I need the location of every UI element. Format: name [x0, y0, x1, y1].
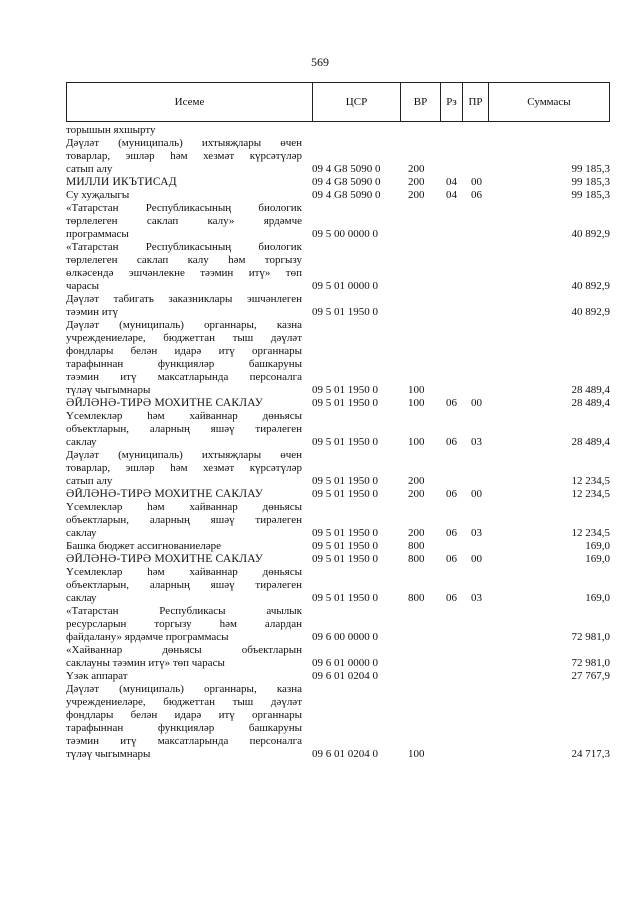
row-csr: 09 5 01 1950 0 [312, 527, 378, 539]
row-pr: 06 [471, 189, 482, 201]
row-rz: 04 [446, 176, 457, 188]
row-name-line: сатып алу [66, 163, 113, 175]
row-rz: 06 [446, 592, 457, 604]
row-vr: 800 [408, 553, 425, 565]
row-name-line: Дәүләт (муниципаль) ихтыяҗлары өчен [66, 137, 302, 149]
row-name-line: Дәүләт (муниципаль) органнары, казна [66, 319, 302, 331]
row-sum: 40 892,9 [571, 280, 610, 292]
column-header-name: Исеме [67, 83, 313, 121]
row-sum: 28 489,4 [571, 397, 610, 409]
table-row [66, 124, 610, 137]
row-sum: 12 234,5 [571, 488, 610, 500]
row-rz: 06 [446, 553, 457, 565]
row-name-line: ӘЙЛӘНӘ-ТИРӘ МОХИТНЕ САКЛАУ [66, 397, 264, 409]
row-name-line: төрлелеген саклап калу һәм торгызу [66, 254, 302, 266]
row-name [66, 397, 302, 410]
row-name-line: Дәүләт (муниципаль) органнары, казна [66, 683, 302, 695]
row-csr: 09 5 01 1950 0 [312, 306, 378, 318]
row-name-line: Башка бюджет ассигнованиеләре [66, 540, 221, 552]
row-csr: 09 6 00 0000 0 [312, 631, 378, 643]
row-sum: 27 767,9 [571, 670, 610, 682]
row-csr: 09 4 G8 5090 0 [312, 176, 381, 188]
row-csr: 09 5 00 0000 0 [312, 228, 378, 240]
row-name-line: Үсемлекләр һәм хайваннар дөньясы [66, 410, 302, 422]
row-sum: 99 185,3 [571, 176, 610, 188]
row-csr: 09 6 01 0204 0 [312, 748, 378, 760]
row-vr: 200 [408, 163, 425, 175]
row-csr: 09 5 01 1950 0 [312, 397, 378, 409]
row-sum: 28 489,4 [571, 384, 610, 396]
row-name-line: өлкәсендә эшчәнлекне тәэмин итү» төп [66, 267, 302, 279]
table-row [66, 605, 610, 644]
row-name [66, 202, 302, 241]
row-name [66, 488, 302, 501]
row-name [66, 540, 302, 553]
row-sum: 12 234,5 [571, 527, 610, 539]
row-pr: 00 [471, 553, 482, 565]
row-name-line: фондлары белән идарә итү органнары [66, 709, 302, 721]
row-csr: 09 5 01 1950 0 [312, 384, 378, 396]
table-row [66, 189, 610, 202]
table-row [66, 202, 610, 241]
row-pr: 03 [471, 527, 482, 539]
row-sum: 40 892,9 [571, 306, 610, 318]
row-csr: 09 6 01 0204 0 [312, 670, 378, 682]
table-row [66, 670, 610, 683]
row-rz: 06 [446, 397, 457, 409]
row-name-line: фондлары белән идарә итү органнары [66, 345, 302, 357]
row-name-line: ӘЙЛӘНӘ-ТИРӘ МОХИТНЕ САКЛАУ [66, 488, 264, 500]
row-sum: 72 981,0 [571, 657, 610, 669]
row-vr: 800 [408, 592, 425, 604]
row-name-line: объектларын, аларның яшәү тирәлеген [66, 579, 302, 591]
row-name-line: чарасы [66, 280, 100, 292]
row-sum: 169,0 [585, 592, 610, 604]
row-name [66, 566, 302, 605]
row-name-line: товарлар, эшләр һәм хезмәт күрсәтүләр [66, 150, 302, 162]
row-name-line: учреждениеләре, бюджеттан тыш дәүләт [66, 696, 302, 708]
row-name [66, 644, 302, 670]
row-name-line: саклау [66, 527, 97, 539]
row-csr: 09 4 G8 5090 0 [312, 189, 381, 201]
row-name-line: тәэмин итү максатларында персоналга [66, 735, 302, 747]
row-name-line: төрлелеген саклап калу» ярдәмче [66, 215, 302, 227]
row-name-line: сатып алу [66, 475, 113, 487]
row-name-line: торышын яхшырту [66, 124, 156, 136]
row-name [66, 449, 302, 488]
row-name-line: «Хайваннар дөньясы объектларын [66, 644, 302, 656]
row-vr: 200 [408, 475, 425, 487]
table-row [66, 501, 610, 540]
row-name-line: «Татарстан Республикасының биологик [66, 202, 302, 214]
table-row [66, 410, 610, 449]
table-row [66, 553, 610, 566]
row-vr: 200 [408, 189, 425, 201]
row-sum: 12 234,5 [571, 475, 610, 487]
row-sum: 24 717,3 [571, 748, 610, 760]
table-row [66, 137, 610, 176]
row-name-line: саклауны тәэмин итү» төп чарасы [66, 657, 225, 669]
row-vr: 100 [408, 384, 425, 396]
row-name-line: «Татарстан Республикасының биологик [66, 241, 302, 253]
column-header-sum: Суммасы [527, 96, 571, 108]
row-name-line: Дәүләт табигать заказниклары эшчәнлеген [66, 293, 302, 305]
row-vr: 200 [408, 176, 425, 188]
row-csr: 09 5 01 1950 0 [312, 553, 378, 565]
row-name [66, 501, 302, 540]
page-number: 569 [311, 55, 329, 69]
table-body [66, 124, 610, 761]
table-row [66, 540, 610, 553]
row-csr: 09 5 01 1950 0 [312, 488, 378, 500]
row-sum: 169,0 [585, 553, 610, 565]
row-name [66, 319, 302, 397]
row-sum: 40 892,9 [571, 228, 610, 240]
table-row [66, 683, 610, 761]
row-name-line: «Татарстан Республикасы ачылык [66, 605, 302, 617]
row-name [66, 241, 302, 293]
row-name-line: Үсемлекләр һәм хайваннар дөньясы [66, 501, 302, 513]
row-rz: 06 [446, 527, 457, 539]
row-name-line: Су хуҗалыгы [66, 189, 130, 201]
row-name [66, 410, 302, 449]
table-row [66, 293, 610, 319]
row-name [66, 176, 302, 189]
row-vr: 200 [408, 527, 425, 539]
row-name [66, 137, 302, 176]
table-header [66, 82, 610, 122]
row-name-line: саклау [66, 436, 97, 448]
row-name [66, 553, 302, 566]
row-name-line: МИЛЛИ ИКЪТИСАД [66, 176, 177, 188]
row-sum: 99 185,3 [571, 163, 610, 175]
table-row [66, 241, 610, 293]
row-csr: 09 5 01 0000 0 [312, 280, 378, 292]
row-rz: 06 [446, 436, 457, 448]
row-name-line: тәэмин итү максатларында персоналга [66, 371, 302, 383]
row-name-line: Дәүләт (муниципаль) ихтыяҗлары өчен [66, 449, 302, 461]
row-sum: 99 185,3 [571, 189, 610, 201]
row-csr: 09 5 01 1950 0 [312, 436, 378, 448]
table-row [66, 566, 610, 605]
table-row [66, 488, 610, 501]
row-pr: 00 [471, 176, 482, 188]
column-header-rz: Рз [441, 83, 463, 121]
row-name [66, 189, 302, 202]
row-name [66, 124, 302, 137]
row-name-line: саклау [66, 592, 97, 604]
row-pr: 03 [471, 436, 482, 448]
row-name-line: Үсемлекләр һәм хайваннар дөньясы [66, 566, 302, 578]
row-csr: 09 5 01 1950 0 [312, 475, 378, 487]
column-header-csr: ЦСР [313, 83, 401, 121]
row-name-line: түләү чыгымнары [66, 748, 151, 760]
row-name-line: тарафыннан функцияләр башкаруны [66, 722, 302, 734]
row-name-line: объектларын, аларның яшәү тирәлеген [66, 514, 302, 526]
table-row [66, 319, 610, 397]
row-name-line: Үзәк аппарат [66, 670, 128, 682]
row-name-line: объектларын, аларның яшәү тирәлеген [66, 423, 302, 435]
row-vr: 200 [408, 488, 425, 500]
row-name-line: программасы [66, 228, 129, 240]
row-pr: 00 [471, 397, 482, 409]
row-name-line: файдалану» ярдәмче программасы [66, 631, 229, 643]
table-row [66, 644, 610, 670]
row-csr: 09 5 01 1950 0 [312, 592, 378, 604]
row-rz: 06 [446, 488, 457, 500]
row-sum: 72 981,0 [571, 631, 610, 643]
row-vr: 800 [408, 540, 425, 552]
row-sum: 169,0 [585, 540, 610, 552]
row-name-line: тарафыннан функцияләр башкаруны [66, 358, 302, 370]
row-csr: 09 6 01 0000 0 [312, 657, 378, 669]
column-header-pr: ПР [463, 83, 489, 121]
row-name-line: учреждениеләре, бюджеттан тыш дәүләт [66, 332, 302, 344]
row-name-line: түләү чыгымнары [66, 384, 151, 396]
row-vr: 100 [408, 748, 425, 760]
table-row [66, 176, 610, 189]
row-rz: 04 [446, 189, 457, 201]
row-name-line: товарлар, эшләр һәм хезмәт күрсәтүләр [66, 462, 302, 474]
row-csr: 09 4 G8 5090 0 [312, 163, 381, 175]
row-vr: 100 [408, 436, 425, 448]
row-vr: 100 [408, 397, 425, 409]
row-name [66, 293, 302, 319]
row-name [66, 670, 302, 683]
row-name [66, 683, 302, 761]
table-row [66, 449, 610, 488]
table-row [66, 397, 610, 410]
row-pr: 03 [471, 592, 482, 604]
row-sum: 28 489,4 [571, 436, 610, 448]
row-name-line: тәэмин итү [66, 306, 118, 318]
row-name-line: ресурсларын торгызу һәм алардан [66, 618, 302, 630]
row-pr: 00 [471, 488, 482, 500]
row-csr: 09 5 01 1950 0 [312, 540, 378, 552]
column-header-vr: ВР [401, 83, 441, 121]
row-name [66, 605, 302, 644]
row-name-line: ӘЙЛӘНӘ-ТИРӘ МОХИТНЕ САКЛАУ [66, 553, 264, 565]
